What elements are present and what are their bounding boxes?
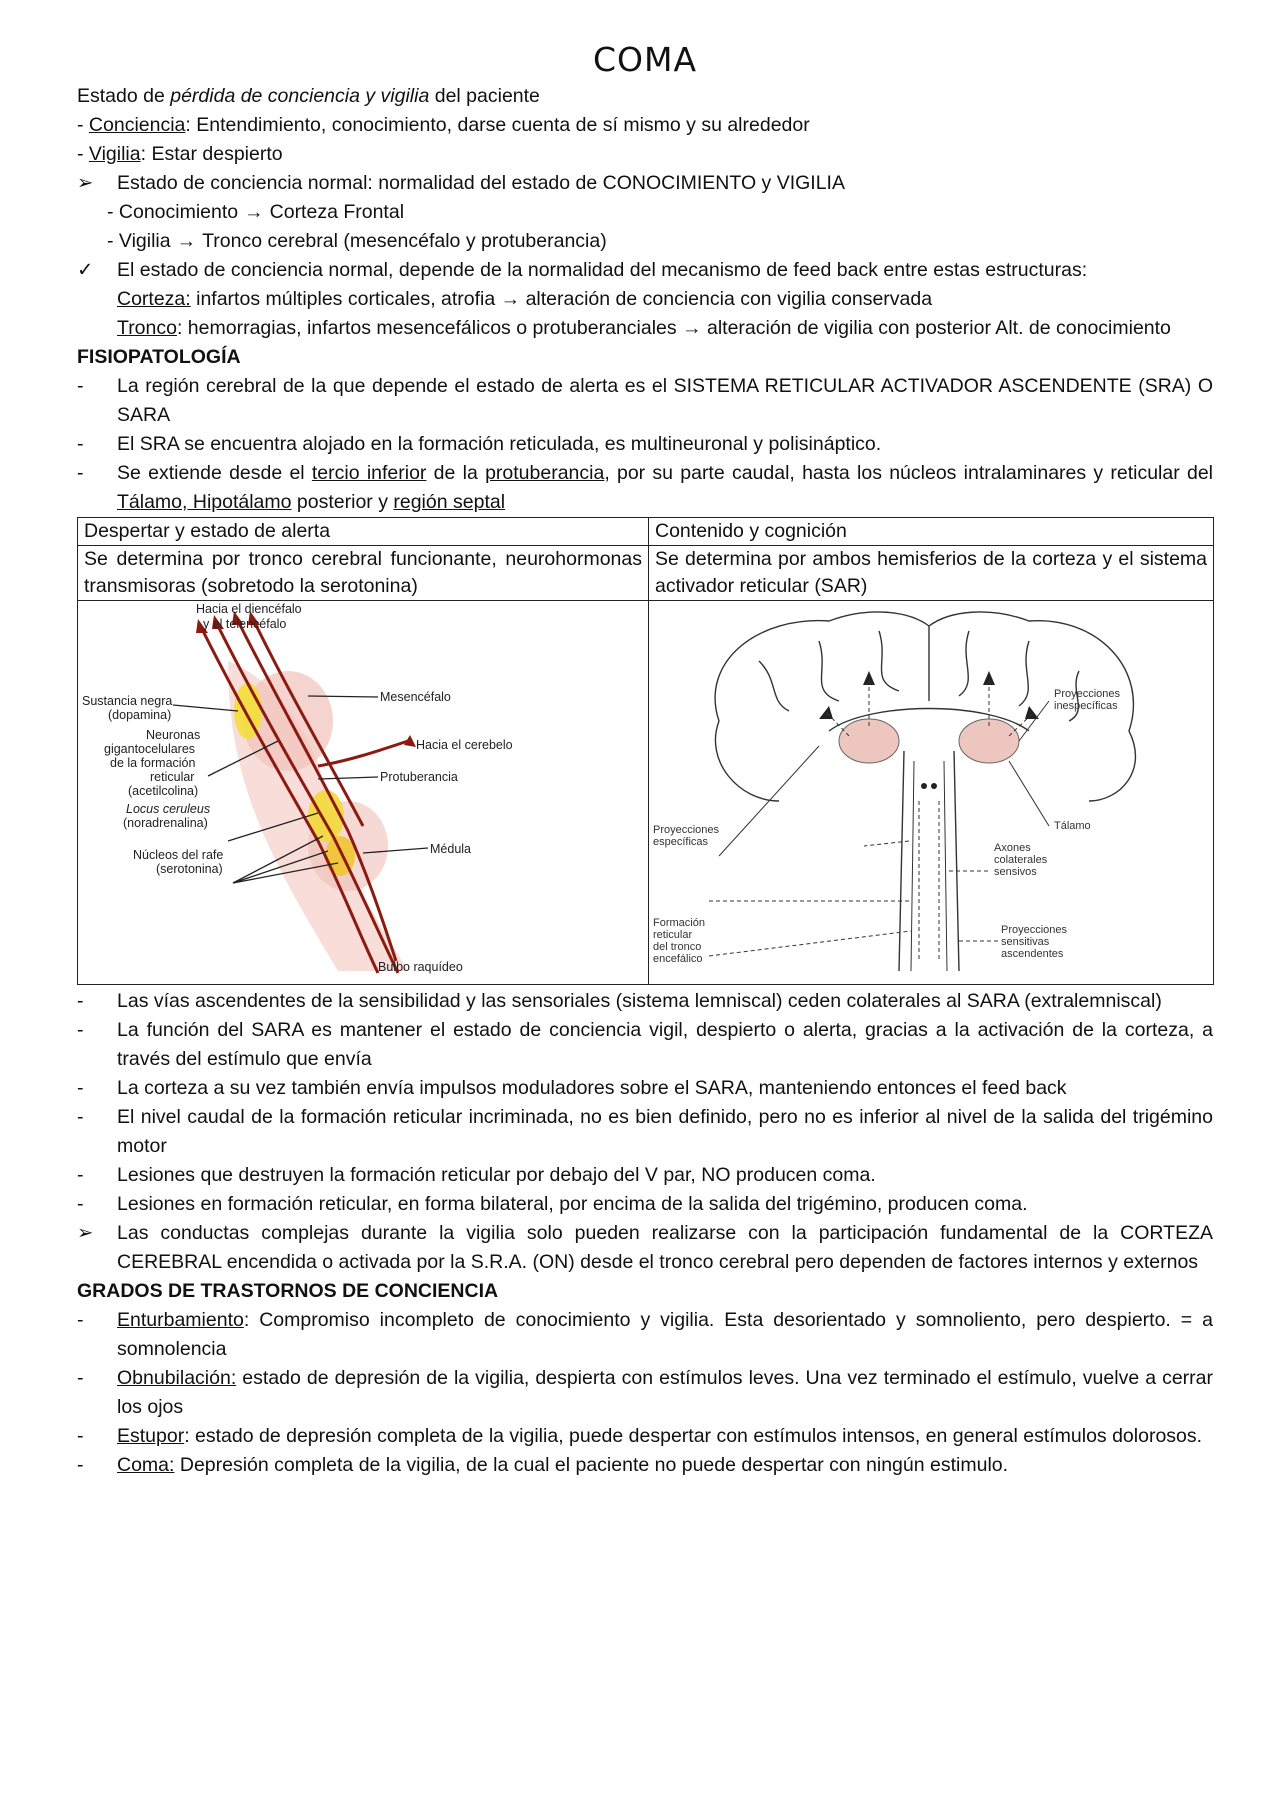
label-formacion: Formación — [653, 917, 705, 929]
label-neuronas: de la formación — [110, 756, 196, 770]
label-bulbo: Bulbo raquídeo — [378, 960, 463, 974]
corteza-line — [117, 285, 1213, 314]
def-conciencia — [77, 111, 1213, 140]
dash-bullet: - — [77, 375, 84, 397]
label-neuronas: Neuronas — [146, 728, 201, 742]
label-formacion: reticular — [653, 929, 693, 941]
def-text: : Entendimiento, conocimiento, darse cuenta de sí mismo y su alrededor — [185, 114, 810, 136]
intro-text: Estado de — [77, 85, 171, 107]
corteza-text: infartos múltiples corticales, atrofia — [190, 288, 501, 310]
normal-text: Estado de conciencia normal: normalidad del estado de CONOCIMIENTO y VIGILIA — [117, 172, 845, 194]
table-image-row — [78, 601, 1214, 985]
grado-item — [77, 1451, 1213, 1480]
table-header-row — [78, 518, 1214, 546]
after-text: La función del SARA es mantener el estado de conciencia vigil, despierto o alerta, gracias a la activación de la corteza, a través del estímulo que envía — [117, 1019, 1213, 1070]
fisio-text: La región cerebral de la que depende el estado de alerta es el SISTEMA RETICULAR ACTIVADOR ASCENDENTE (SRA) O SARA — [117, 375, 1213, 426]
u-talamo: Tálamo, Hipotálamo — [117, 491, 292, 513]
label-axones: colaterales — [994, 854, 1048, 866]
conductas-text: Las conductas complejas durante la vigilia solo pueden realizarse con la participación fundamental de la CORTEZA CEREBRAL encendida o activada por la S.R.A. (ON) desde el tronco cerebral pero dependen de factores internos y externos — [117, 1222, 1213, 1273]
label-proy-inesp: Proyecciones — [1054, 688, 1121, 700]
grado-def: : estado de depresión completa de la vigilia, puede despertar con estímulos intensos, en general estímulos dolorosos. — [184, 1425, 1203, 1447]
label-formacion: encefálico — [653, 953, 703, 965]
fisio-item-3 — [77, 459, 1213, 517]
fisio-item-2 — [77, 430, 1213, 459]
label-neuronas: reticular — [150, 770, 195, 784]
label-top: y el telencéfalo — [203, 617, 287, 631]
right-arrow-icon: → — [500, 288, 521, 310]
dash-bullet: - — [77, 1425, 84, 1447]
brain-diagram-cell — [649, 601, 1214, 985]
label-nucleos: (serotonina) — [156, 862, 223, 876]
t: posterior y — [291, 491, 394, 513]
intro-line — [77, 82, 1213, 111]
t: de la — [426, 462, 486, 484]
label-proy-esp: específicas — [653, 836, 709, 848]
sub-label: - Conocimiento — [107, 201, 239, 223]
right-arrow-icon: → — [176, 230, 197, 252]
grado-text — [117, 1451, 1213, 1480]
dash-bullet: - — [77, 1019, 84, 1041]
after-text: Lesiones en formación reticular, en forma bilateral, por encima de la salida del trigémino, producen coma. — [117, 1193, 1028, 1215]
label-sustancia: (dopamina) — [108, 708, 172, 722]
intro-text-end: del paciente — [429, 85, 540, 107]
dash-bullet: - — [77, 1106, 84, 1128]
dash-bullet: - — [77, 1309, 84, 1331]
after-text: Lesiones que destruyen la formación reticular por debajo del V par, NO producen coma. — [117, 1164, 876, 1186]
label-proy-sens: Proyecciones — [1001, 924, 1068, 936]
label-locus: (noradrenalina) — [123, 816, 208, 830]
normal-bullet-item — [77, 169, 1213, 198]
label-medula: Médula — [430, 842, 471, 856]
label-locus: Locus ceruleus — [126, 802, 211, 816]
after-item — [77, 1016, 1213, 1074]
term-conciencia: Conciencia — [88, 114, 186, 136]
grado-term: Coma: — [117, 1454, 175, 1476]
label-mesencefalo: Mesencéfalo — [380, 690, 451, 704]
heading-fisiopatologia: FISIOPATOLOGÍA — [77, 346, 241, 368]
after-item — [77, 987, 1213, 1016]
comparison-table — [77, 517, 1214, 985]
brainstem-diagram-cell — [78, 601, 649, 985]
grado-term: Obnubilación: — [117, 1367, 237, 1389]
grado-term: Estupor — [117, 1425, 185, 1447]
dash: - — [77, 143, 89, 165]
check-icon: ✓ — [77, 259, 94, 281]
table-header-cell: Despertar y estado de alerta — [78, 518, 649, 546]
fisio-text — [117, 459, 1213, 517]
dash-bullet: - — [77, 1164, 84, 1186]
grado-item — [77, 1364, 1213, 1422]
t: , por su parte caudal, hasta los núcleos intralaminares y reticular del — [604, 462, 1214, 484]
right-arrow-icon: → — [244, 201, 264, 223]
label-sustancia: Sustancia negra — [82, 694, 173, 708]
reticular-activating-system-diagram — [649, 601, 1213, 976]
grado-def: Depresión completa de la vigilia, de la cual el paciente no puede despertar con ningún estimulo. — [174, 1454, 1009, 1476]
label-neuronas: gigantocelulares — [104, 742, 196, 756]
intro-italic: pérdida de conciencia y vigilia — [170, 85, 430, 107]
grado-def: : Compromiso incompleto de conocimiento y vigilia. Esta desorientado y somnoliento, pero despierto. = a somnolencia — [117, 1309, 1213, 1360]
term-vigilia: Vigilia — [88, 143, 141, 165]
grado-item — [77, 1422, 1213, 1451]
heading-grados: GRADOS DE TRASTORNOS DE CONCIENCIA — [77, 1280, 499, 1302]
table-row — [78, 546, 1214, 601]
check-item — [77, 256, 1213, 343]
after-item — [77, 1161, 1213, 1190]
arrow-bullet-icon: ➢ — [77, 1222, 94, 1244]
label-axones: sensivos — [994, 866, 1037, 878]
dash-bullet: - — [77, 462, 84, 484]
after-item — [77, 1103, 1213, 1161]
tronco-text-end: alteración de vigilia con posterior Alt. de conocimiento — [701, 317, 1171, 339]
after-item — [77, 1190, 1213, 1219]
fisio-text: El SRA se encuentra alojado en la formación reticulada, es multineuronal y polisináptico. — [117, 433, 882, 455]
def-vigilia — [77, 140, 1213, 169]
dash-bullet: - — [77, 433, 84, 455]
def-text: : Estar despierto — [140, 143, 283, 165]
sub-vigilia — [77, 227, 1213, 256]
right-arrow-icon: → — [682, 317, 702, 339]
label-axones: Axones — [994, 842, 1031, 854]
after-text: Las vías ascendentes de la sensibilidad y las sensoriales (sistema lemniscal) ceden colaterales al SARA (extralemniscal) — [117, 990, 1162, 1012]
t: Se extiende desde el — [117, 462, 312, 484]
grado-text — [117, 1422, 1213, 1451]
grado-term: Enturbamiento — [117, 1309, 244, 1331]
after-text: La corteza a su vez también envía impulsos moduladores sobre el SARA, manteniendo entonces el feed back — [117, 1077, 1067, 1099]
sub-label: - Vigilia — [107, 230, 171, 252]
check-text: El estado de conciencia normal, depende de la normalidad del mecanismo de feed back entre estas estructuras: — [117, 259, 1088, 281]
dash: - — [77, 114, 89, 136]
u-tercio: tercio inferior — [311, 462, 427, 484]
term-tronco: Tronco — [117, 317, 177, 339]
table-header-cell: Contenido y cognición — [649, 518, 1214, 546]
label-top: Hacia el diencéfalo — [196, 602, 302, 616]
brainstem-neurotransmitter-diagram — [78, 601, 648, 976]
dash-bullet: - — [77, 1077, 84, 1099]
dash-bullet: - — [77, 1193, 84, 1215]
conductas-item — [77, 1219, 1213, 1277]
corteza-text-end: alteración de conciencia con vigilia conservada — [520, 288, 933, 310]
after-item — [77, 1074, 1213, 1103]
sub-value: Corteza Frontal — [269, 201, 405, 223]
dash-bullet: - — [77, 990, 84, 1012]
sub-value: Tronco cerebral (mesencéfalo y protuberancia) — [202, 230, 607, 252]
label-protuberancia: Protuberancia — [380, 770, 458, 784]
fisio-item-1 — [77, 372, 1213, 430]
label-proy-inesp: inespecíficas — [1054, 700, 1118, 712]
dash-bullet: - — [77, 1454, 84, 1476]
label-nucleos: Núcleos del rafe — [133, 848, 224, 862]
table-cell: Se determina por tronco cerebral funcionante, neurohormonas transmisoras (sobretodo la serotonina) — [78, 546, 649, 601]
check-body — [117, 256, 1213, 343]
label-proy-sens: ascendentes — [1001, 948, 1064, 960]
u-protuberancia: protuberancia — [485, 462, 605, 484]
term-corteza: Corteza: — [117, 288, 191, 310]
grado-text — [117, 1364, 1213, 1422]
label-cerebelo: Hacia el cerebelo — [416, 738, 513, 752]
u-region-septal: región septal — [393, 491, 506, 513]
tronco-text: : hemorragias, infartos mesencefálicos o protuberanciales — [176, 317, 683, 339]
label-proy-esp: Proyecciones — [653, 824, 720, 836]
grado-item — [77, 1306, 1213, 1364]
sub-conocimiento — [77, 198, 1213, 227]
grado-def: estado de depresión de la vigilia, despierta con estímulos leves. Una vez terminado el estímulo, vuelve a cerrar los ojos — [117, 1367, 1213, 1418]
arrow-bullet-icon: ➢ — [77, 172, 94, 194]
dash-bullet: - — [77, 1367, 84, 1389]
document-page — [77, 40, 1213, 1480]
tronco-line — [117, 314, 1213, 343]
grado-text — [117, 1306, 1213, 1364]
page-title: COMA — [592, 40, 698, 79]
label-proy-sens: sensitivas — [1001, 936, 1050, 948]
label-formacion: del tronco — [653, 941, 702, 953]
label-neuronas: (acetilcolina) — [128, 784, 199, 798]
label-talamo: Tálamo — [1054, 820, 1091, 832]
after-text: El nivel caudal de la formación reticular incriminada, no es bien definido, pero no es inferior al nivel de la salida del trigémino motor — [117, 1106, 1213, 1157]
table-cell: Se determina por ambos hemisferios de la corteza y el sistema activador reticular (SAR) — [649, 546, 1214, 601]
